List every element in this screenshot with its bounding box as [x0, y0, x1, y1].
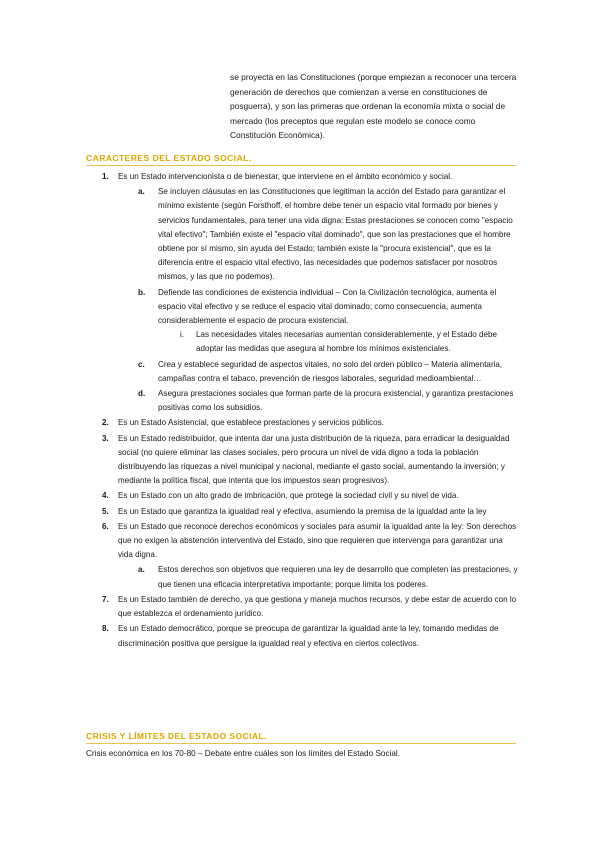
list-item: [88, 593, 518, 621]
intro-paragraph: se proyecta en las Constituciones (porque empiezan a reconocer una tercera generación de derechos que comienzan a verse en constituciones de posguerra), y son las primeras que ordenan la economía mixta o social de mercado (los preceptos que regulan este modelo se conoce como Constitución Económica).: [230, 72, 517, 141]
sub-item-text: Defiende las condiciones de existencia individual – Con la Civilización tecnológica, aumenta el espacio vital efectivo y se reduce el espacio vital dominado; como consecuencia, aumenta considerablemente el espacio de procura existencial.: [158, 287, 497, 326]
sub-list: [118, 185, 518, 415]
list-item: [88, 170, 518, 415]
sub-item-label: a.: [138, 187, 145, 197]
list-item-number: 2.: [102, 418, 109, 428]
list-item-number: 3.: [102, 433, 109, 443]
sub-list-item: [118, 286, 518, 357]
list-item: [88, 505, 518, 519]
section-heading-crisis: CRISIS Y LÍMITES DEL ESTADO SOCIAL.: [86, 731, 516, 744]
list-item-text: Es un Estado democrático, porque se preocupa de garantizar la igualdad ante la ley, tomando medidas de discriminación positiva que persigue la igualdad real y efectiva en ciertos colectivos.: [118, 624, 499, 648]
sub-item-text: Se incluyen cláusulas en las Constituciones que legitiman la acción del Estado para garantizar el mínimo existente (según Forsthoff, el hombre debe tener un espacio vital formado por bienes y servicios fundamentales, para tener una vida digna: Estas prestaciones se conocen como "espacio vital efectivo"; También existe el "espacio vital dominado", que son las prestaciones que el hombre obtiene por sí mismo, sin ayuda del Estado; también existe la "procura existencial", que es la diferencia entre el espacio vital efectivo, las necesidades que podemos satisfacer por nosotros mismos, y las que no podemos).: [158, 187, 513, 282]
sub-list-item: [118, 358, 518, 386]
sub-item-label: b.: [138, 287, 146, 297]
sub-item-text: Crea y establece seguridad de aspectos vitales, no solo del orden público – Materia alimentaria, campañas contra el tabaco, prevención de riesgos laborales, seguridad medioambiental…: [158, 359, 503, 383]
list-item-number: 8.: [102, 624, 109, 634]
caracteres-list: [88, 170, 518, 651]
sub-item-label: d.: [138, 389, 146, 399]
section-heading-caracteres: CARACTERES DEL ESTADO SOCIAL.: [86, 153, 516, 166]
list-item-number: 4.: [102, 491, 109, 501]
sub-list-item: [118, 185, 518, 284]
list-item: [88, 520, 518, 592]
sub-item-text: Estos derechos son objetivos que requieren una ley de desarrollo que completen las prestaciones, y que tienen una eficacia interpretativa importante; porque limita los poderes.: [158, 565, 518, 589]
list-item-number: 6.: [102, 521, 109, 531]
crisis-paragraph: Crisis económica en los 70-80 – Debate entre cuáles son los límites del Estado Social.: [86, 749, 401, 758]
list-item: [88, 489, 518, 503]
list-item-text: Es un Estado redistribuidor, que intenta dar una justa distribución de la riqueza, para erradicar la desigualdad social (no quiere eliminar las clases sociales, pero procura un nivel de vida digno a toda la población distribuyendo las riquezas a nivel municipal y nacional, mediante el gasto social, aumentando la inversión; y mediante la política fiscal, que intenta que los impuestos sean progresivos).: [118, 433, 510, 486]
subsub-list-item: [158, 328, 518, 356]
subsub-list: [158, 328, 518, 356]
subsub-item-label: i.: [180, 330, 185, 340]
sub-list-item: [118, 563, 518, 591]
list-item-text: Es un Estado Asistencial, que establece prestaciones y servicios públicos.: [118, 418, 384, 428]
sub-item-text: Asegura prestaciones sociales que forman parte de la procura existencial, y garantiza prestaciones positivas como los subsidios.: [158, 389, 514, 413]
list-item-number: 7.: [102, 594, 109, 604]
list-item: [88, 416, 518, 430]
list-item-text: Es un Estado con un alto grado de imbricación, que protege la sociedad civil y su nivel de vida.: [118, 491, 459, 501]
list-item-text: Es un Estado también de derecho, ya que gestiona y maneja muchos recursos, y debe estar de acuerdo con lo que establezca el ordenamiento jurídico.: [118, 594, 517, 619]
list-item: [88, 622, 518, 650]
sub-list: [118, 563, 518, 591]
list-item-text: Es un Estado que garantiza la igualdad real y efectiva, asumiendo la premisa de la igualdad ante la ley: [118, 506, 487, 516]
list-item-text: Es un Estado intervencionista o de bienestar, que interviene en el ámbito económico y social.: [118, 172, 453, 181]
sub-item-label: a.: [138, 565, 145, 575]
list-item: [88, 432, 518, 489]
list-item-text: Es un Estado que reconoce derechos económicos y sociales para asumir la igualdad ante la ley: Son derechos que no exigen la abstención interventiva del Estado, sino que requieren que intervenga para garantizar una vida digna.: [118, 521, 517, 560]
subsub-item-text: Las necesidades vitales necesarias aumentan considerablemente, y el Estado debe adoptar las medidas que asegura al hombre los mínimos existenciales.: [196, 330, 498, 354]
list-item-number: 5.: [102, 506, 109, 516]
sub-item-label: c.: [138, 359, 145, 369]
sub-list-item: [118, 387, 518, 415]
list-item-number: 1.: [102, 172, 109, 181]
